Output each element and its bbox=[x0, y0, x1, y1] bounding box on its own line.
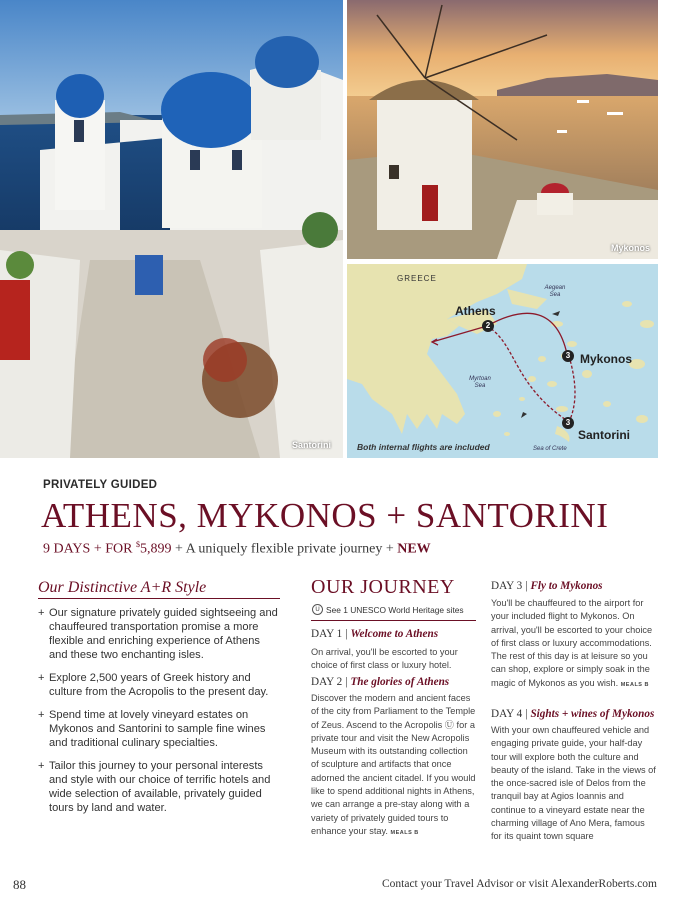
style-heading: Our Distinctive A+R Style bbox=[38, 579, 207, 596]
day-1-heading: DAY 1 | Welcome to Athens bbox=[311, 628, 439, 640]
style-heading-rule bbox=[38, 598, 280, 599]
unesco-rule bbox=[311, 620, 476, 621]
mykonos-photo bbox=[347, 0, 658, 259]
day-2-text: Discover the modern and ancient faces of the city from Parliament to the Temple of Zeus. Ascend to the Acropolis Ⓤ for a private tour and visit the New Acropolis Museum with its outstanding collection of sculpture and artifacts that once adorned the ancient citadel. If you would like to spend additional nights in Athens, we can arrange a pre-stay along with a variety of privately guided tours to enhance your stay. MEALS B bbox=[311, 693, 476, 836]
map-label-mykonos: Mykonos bbox=[580, 352, 633, 366]
day-1-text: On arrival, you'll be escorted to your choice of first class or luxury hotel. bbox=[311, 647, 458, 671]
map-caption: Both internal flights are included bbox=[357, 442, 490, 452]
list-item: + Spend time at lovely vineyard estates on Mykonos and Santorini to sample fine wines and traditional culinary specialties. bbox=[38, 709, 266, 749]
footer-contact: Contact your Travel Advisor or visit AlexanderRoberts.com bbox=[381, 878, 657, 890]
map-label-athens: Athens bbox=[455, 304, 496, 318]
trip-summary bbox=[43, 540, 431, 558]
map-label-aegean: Aegean Sea bbox=[544, 285, 566, 298]
unesco-note-text: See 1 UNESCO World Heritage sites bbox=[326, 604, 464, 615]
day-2-heading: DAY 2 | The glories of Athens bbox=[311, 676, 450, 688]
day-3-text: You'll be chauffeured to the airport for your included flight to Mykonos. On arrival, you'll be escorted to your choice of first class or luxury accommodations. The rest of this day is at leisure so you can shop, explore or simply soak in the magic of Mykonos as you wish. MEALS B bbox=[491, 598, 653, 688]
page-title: ATHENS, MYKONOS + SANTORINI bbox=[41, 496, 609, 535]
map-label-greece: GREECE bbox=[397, 274, 437, 283]
map-marker-athens: 2 bbox=[482, 320, 494, 332]
map-label-myrtoan: Myrtoan Sea bbox=[469, 376, 491, 389]
journey-heading: OUR JOURNEY bbox=[311, 576, 455, 598]
map-marker-santorini: 3 bbox=[562, 417, 574, 429]
day-4-heading: DAY 4 | Sights + wines of Mykonos bbox=[491, 708, 655, 720]
style-bullet-list bbox=[38, 606, 278, 824]
page-number: 88 bbox=[13, 877, 26, 892]
map-marker-mykonos: 3 bbox=[562, 350, 574, 362]
eyebrow-label: PRIVATELY GUIDED bbox=[43, 479, 158, 491]
map-label-santorini: Santorini bbox=[578, 428, 631, 442]
day-4-text: With your own chauffeured vehicle and engaging private guide, your half-day tour will explore both the culture and beauty of the island. Take in the views of the once-sacred isle of Delos from the tranquil bay at Agios Ioannis and continue to a vineyard estate near the charming village of Ano Mera, famous for its quaint town square bbox=[491, 725, 656, 842]
unesco-note bbox=[312, 604, 464, 615]
map-label-crete-sea: Sea of Crete bbox=[533, 446, 567, 452]
day-3-heading: DAY 3 | Fly to Mykonos bbox=[491, 580, 603, 592]
santorini-caption: Santorini bbox=[291, 440, 331, 450]
unesco-icon: U bbox=[312, 604, 323, 615]
price-currency: $ bbox=[135, 540, 140, 549]
trip-days-price-prefix: 9 DAYS + FOR bbox=[43, 541, 136, 557]
list-item: + Tailor this journey to your personal interests and style with our choice of terrific hotels and wide selection of available, privately guided tours by land and water. bbox=[38, 760, 271, 814]
list-item: + Explore 2,500 years of Greek history and culture from the Acropolis to the present day. bbox=[38, 672, 269, 698]
new-badge: NEW bbox=[397, 541, 431, 557]
mykonos-caption: Mykonos bbox=[610, 243, 650, 253]
list-item: + Our signature privately guided sightseeing and chauffeured transportation promise a more flexible and enriching experience of Athens and these two enchanting isles. bbox=[38, 607, 278, 661]
trip-tagline: + A uniquely flexible private journey + bbox=[171, 541, 398, 557]
santorini-photo bbox=[0, 0, 343, 458]
trip-price: 5,899 bbox=[139, 541, 172, 557]
route-map bbox=[347, 264, 658, 458]
